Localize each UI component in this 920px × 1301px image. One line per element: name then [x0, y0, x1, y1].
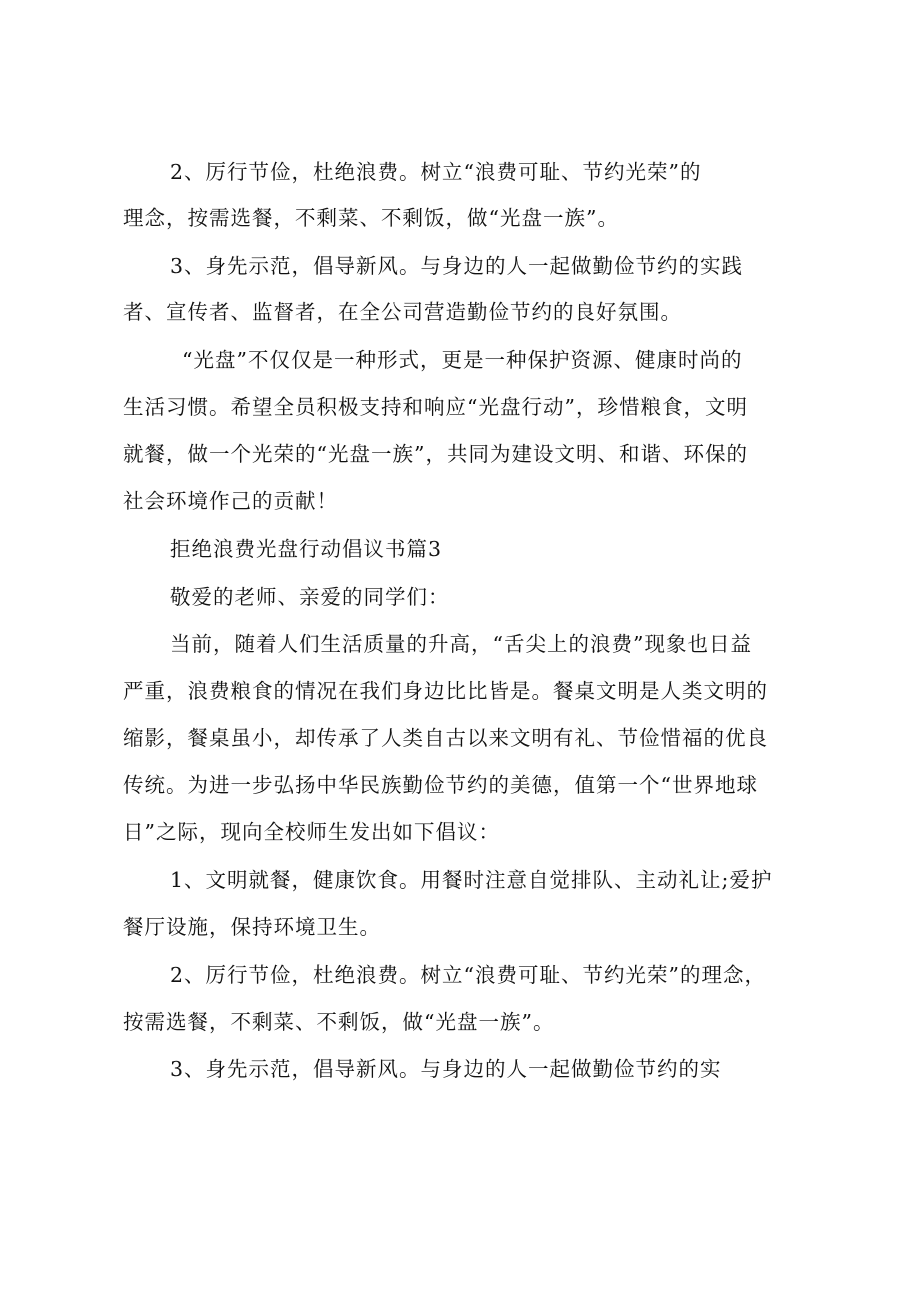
paragraph-line: 日”之际，现向全校师生发出如下倡议： — [123, 820, 500, 844]
paragraph-line: 按需选餐，不剩菜、不剩饭，做“光盘一族”。 — [123, 1010, 555, 1034]
paragraph-line: 2、厉行节俭，杜绝浪费。树立“浪费可耻、节约光荣”的理念， — [170, 963, 767, 987]
section-heading: 拒绝浪费光盘行动倡议书篇3 — [170, 537, 443, 561]
paragraph-line: “光盘”不仅仅是一种形式，更是一种保护资源、健康时尚的 — [182, 348, 743, 372]
paragraph-line: 理念，按需选餐，不剩菜、不剩饭，做“光盘一族”。 — [123, 206, 619, 230]
paragraph-line: 2、厉行节俭，杜绝浪费。树立“浪费可耻、节约光荣”的 — [170, 160, 702, 184]
paragraph-line: 3、身先示范，倡导新风。与身边的人一起做勤俭节约的实践 — [170, 254, 744, 278]
paragraph-line: 生活习惯。希望全员积极支持和响应“光盘行动”，珍惜粮食，文明 — [123, 395, 748, 419]
paragraph-line: 社会环境作己的贡献！ — [123, 489, 338, 513]
paragraph-line: 缩影，餐桌虽小，却传承了人类自古以来文明有礼、节俭惜福的优良 — [123, 726, 768, 750]
salutation: 敬爱的老师、亲爱的同学们： — [170, 585, 450, 609]
paragraph-line: 传统。为进一步弘扬中华民族勤俭节约的美德，值第一个“世界地球 — [123, 773, 758, 797]
paragraph-line: 餐厅设施，保持环境卫生。 — [123, 915, 381, 939]
paragraph-line: 1、文明就餐，健康饮食。用餐时注意自觉排队、主动礼让;爱护 — [170, 868, 773, 892]
paragraph-line: 就餐，做一个光荣的“光盘一族”，共同为建设文明、和谐、环保的 — [123, 442, 748, 466]
paragraph-line: 3、身先示范，倡导新风。与身边的人一起做勤俭节约的实 — [170, 1057, 722, 1081]
paragraph-line: 当前，随着人们生活质量的升高，“舌尖上的浪费”现象也日益 — [170, 632, 752, 656]
paragraph-line: 严重，浪费粮食的情况在我们身边比比皆是。餐桌文明是人类文明的 — [123, 679, 768, 703]
paragraph-line: 者、宣传者、监督者，在全公司营造勤俭节约的良好氛围。 — [123, 300, 682, 324]
